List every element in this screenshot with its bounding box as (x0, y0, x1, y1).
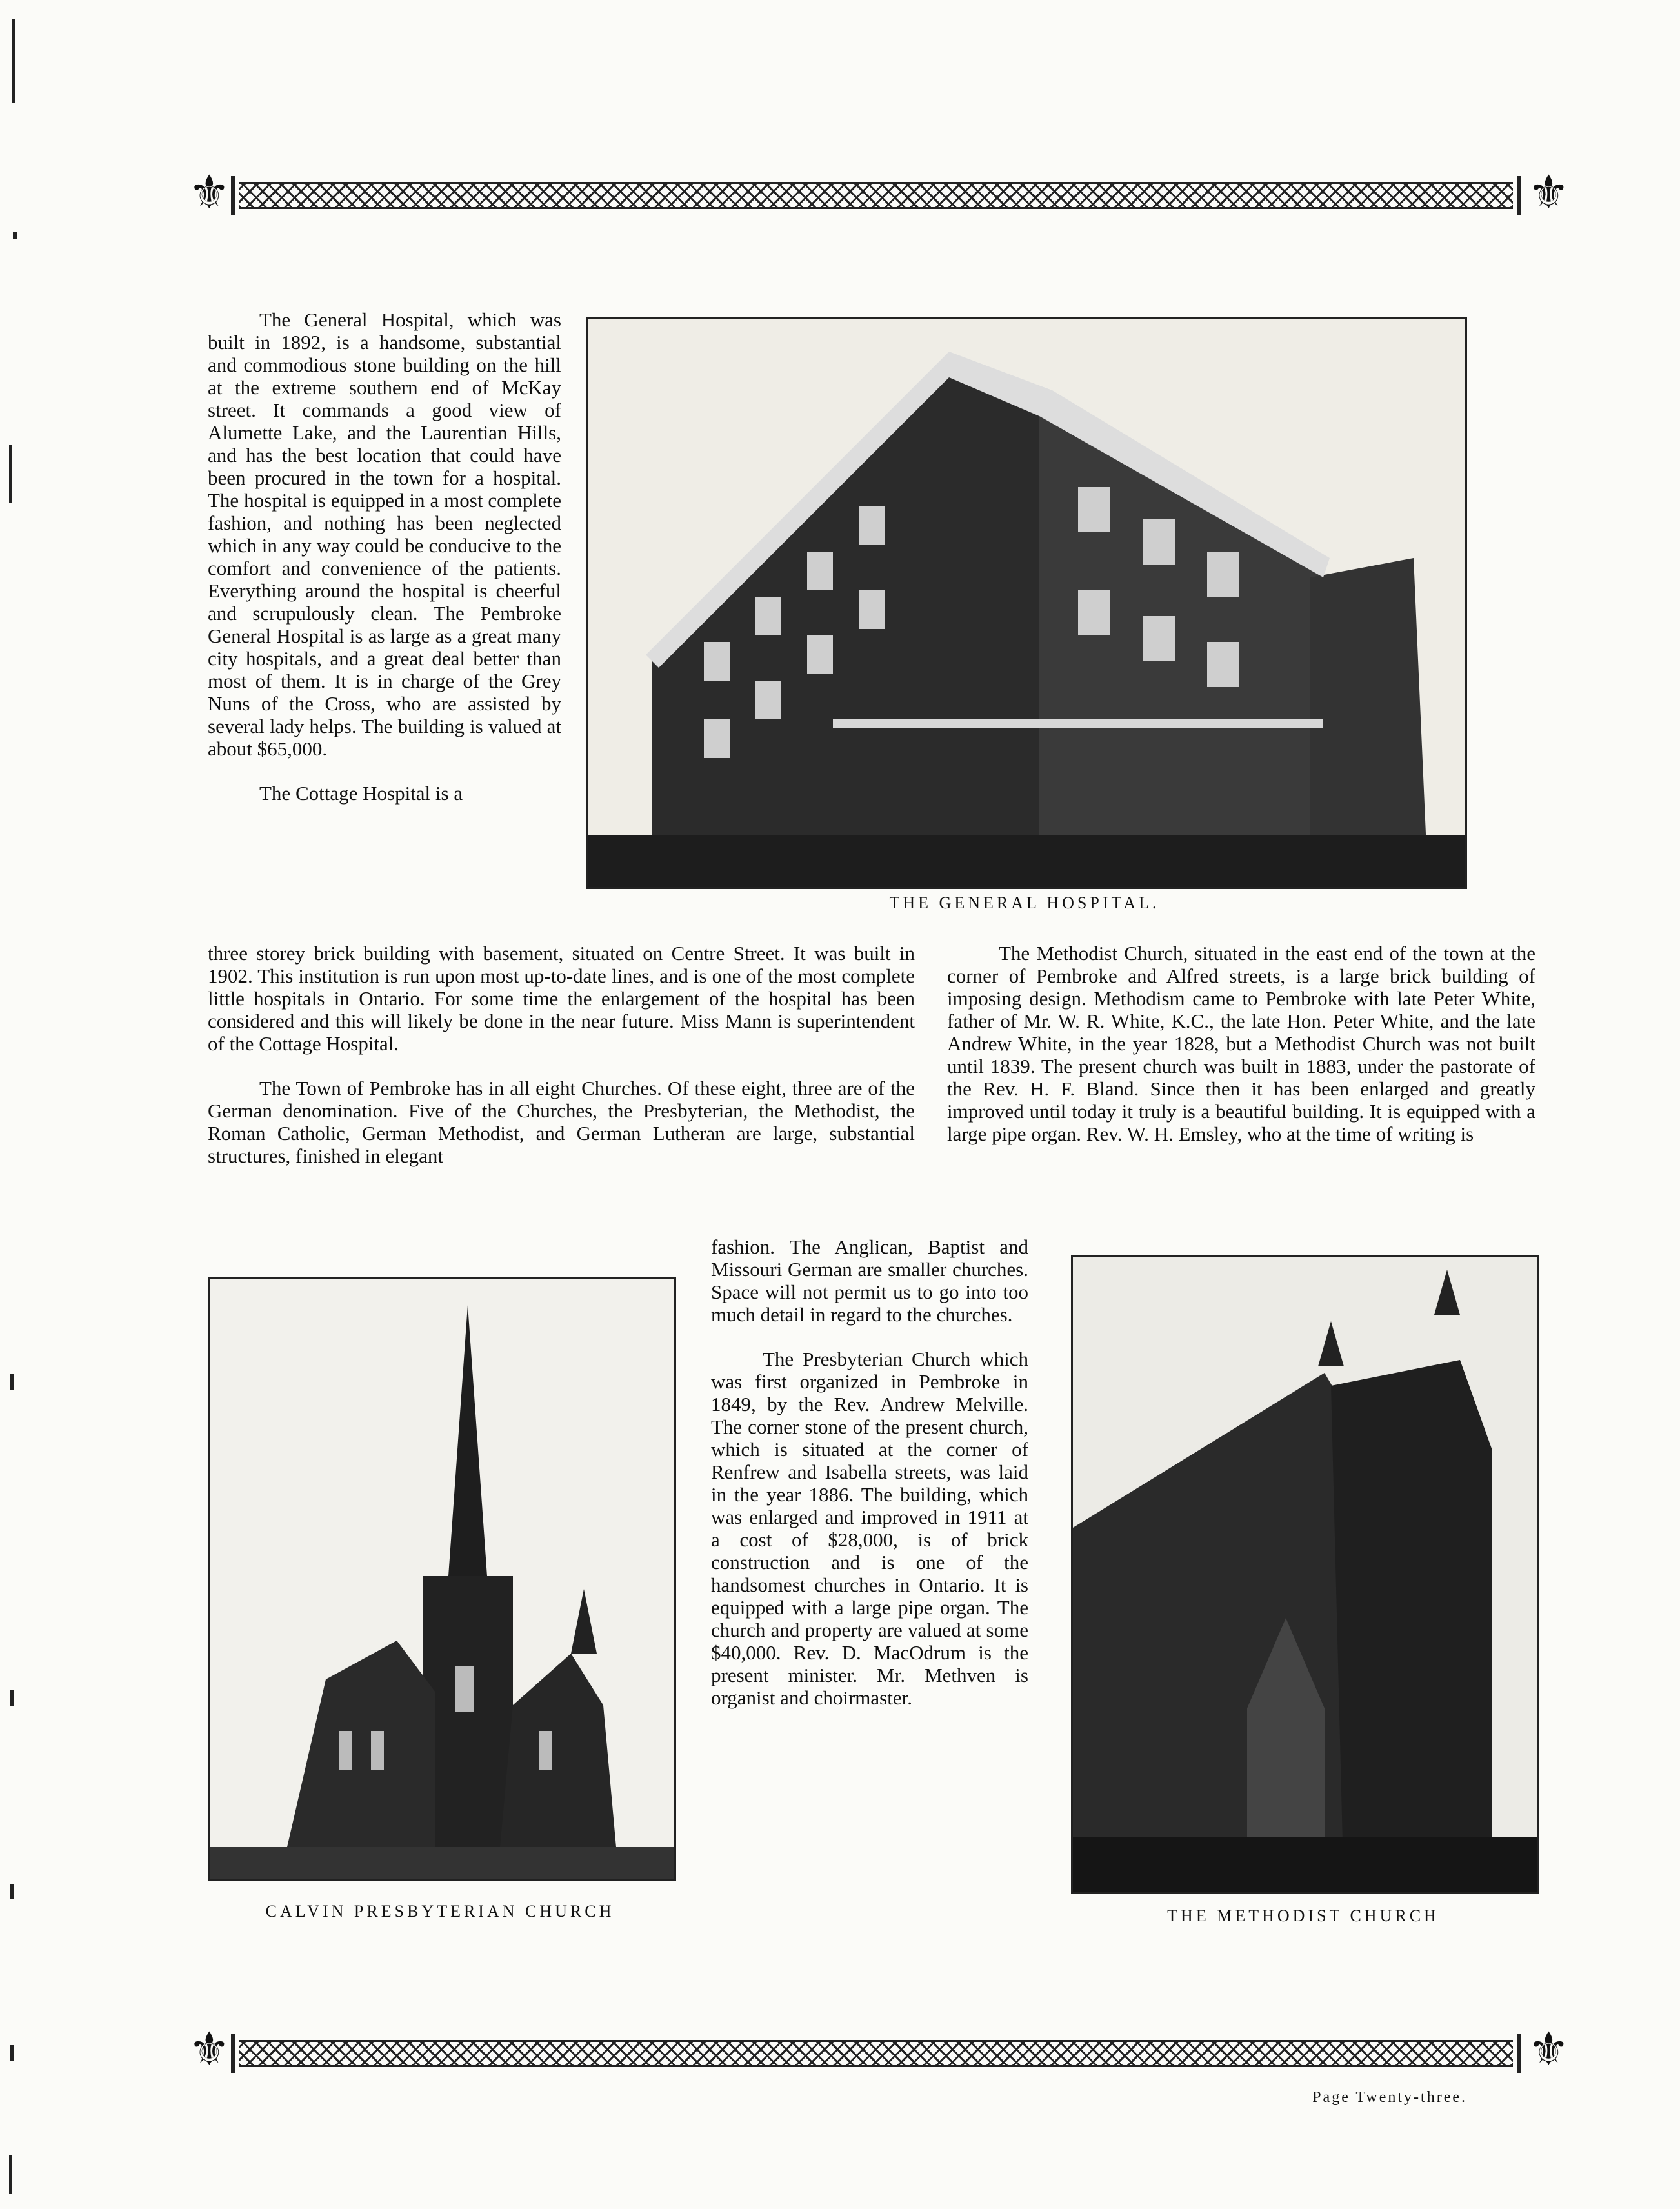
town-churches-paragraph: The Town of Pembroke has in all eight Churches. Of these eight, three are of the German denomination. Five of the Churches, the Presbyterian, the Methodist, the Roman Catholic, German Methodist, and German Lutheran are large, substantial structures, finished in elegant (208, 1077, 915, 1167)
margin-mark (10, 2045, 14, 2061)
middle-column-article (711, 1235, 1028, 1731)
methodist-church-photo (1071, 1255, 1539, 1894)
rule-end-bar (231, 176, 235, 215)
hospital-article (208, 308, 561, 805)
general-hospital-caption: THE GENERAL HOSPITAL. (889, 894, 1160, 912)
rule-end-bar (231, 2034, 235, 2073)
margin-mark (10, 1374, 14, 1390)
fleur-de-lis-icon: ⚜ (188, 2022, 230, 2076)
rule-end-bar (1517, 176, 1521, 215)
bottom-ornamental-rule (239, 2040, 1513, 2067)
top-ornamental-rule (239, 182, 1513, 209)
fleur-de-lis-icon: ⚜ (1528, 2022, 1570, 2076)
methodist-article (947, 942, 1535, 1167)
cottage-hospital-paragraph: three storey brick building with basement, situated on Centre Street. It was built in 1902. This institution is run upon most up-to-date lines, and is one of the most complete little hospitals in Ontario. For some time the enlargement of the hospital has been considered and this will likely be done in the near future. Miss Mann is superintendent of the Cottage Hospital. (208, 942, 915, 1055)
fleur-de-lis-icon: ⚜ (188, 165, 230, 219)
presbyterian-church-photo (208, 1277, 676, 1881)
fleur-de-lis-icon: ⚜ (1528, 165, 1570, 219)
margin-mark (9, 2155, 12, 2194)
methodist-paragraph: The Methodist Church, situated in the east end of the town at the corner of Pembroke and Alfred streets, is a large brick building of imposing design. Methodism came to Pembroke with late Peter White, father of Mr. W. R. White, K.C., the late Hon. Peter White, and the late Andrew White, in the year 1828, but a Methodist Church was not built until 1839. The present church was built in 1883, under the pastorate of the Rev. H. F. Bland. Since then it has been enlarged and greatly improved until today it truly is a beautiful building. It is equipped with a large pipe organ. Rev. W. H. Emsley, who at the time of writing is (947, 942, 1535, 1145)
rule-end-bar (1517, 2034, 1521, 2073)
presbyterian-paragraph: The Presbyterian Church which was first organized in Pembroke in 1849, by the Rev. Andrew Melville. The corner stone of the present church, which is situated at the corner of Renfrew and Isabella streets, was laid in the year 1886. The building, which was enlarged and improved in 1911 at a cost of $28,000, is of brick construction and is one of the handsomest churches in Ontario. It is equipped with a large pipe organ. The church and property are valued at some $40,000. Rev. D. MacOdrum is the present minister. Mr. Methven is organist and choirmaster. (711, 1348, 1028, 1709)
page-number: Page Twenty-three. (1312, 2089, 1467, 2106)
presbyterian-church-caption: CALVIN PRESBYTERIAN CHURCH (265, 1902, 615, 1921)
margin-mark (10, 1690, 14, 1706)
margin-mark (9, 445, 12, 503)
margin-mark (12, 19, 15, 103)
smaller-churches-paragraph: fashion. The Anglican, Baptist and Missouri German are smaller churches. Space will not permit us to go into too much detail in regard to the churches. (711, 1235, 1028, 1326)
cottage-hospital-lead: The Cottage Hospital is a (259, 782, 463, 805)
general-hospital-photo (586, 317, 1467, 889)
methodist-church-caption: THE METHODIST CHURCH (1167, 1906, 1439, 1925)
margin-mark (13, 232, 17, 239)
general-hospital-paragraph: The General Hospital, which was built in 1892, is a handsome, substantial and commodious stone building on the hill at the extreme southern end of McKay street. It commands a good view of Alumette Lake, and the Laurentian Hills, and has the best location that could have been procured in the town for a hospital. The hospital is equipped in a most complete fashion, and nothing has been neglected which in any way could be conducive to the comfort and convenience of the patients. Everything around the hospital is cheerful and scrupulously clean. The Pembroke General Hospital is as large as a great many city hospitals, and a great deal better than most of them. It is in charge of the Grey Nuns of the Cross, who are assisted by several lady helps. The building is valued at about $65,000. (208, 308, 561, 760)
margin-mark (10, 1884, 14, 1899)
cottage-and-churches-article (208, 942, 915, 1189)
